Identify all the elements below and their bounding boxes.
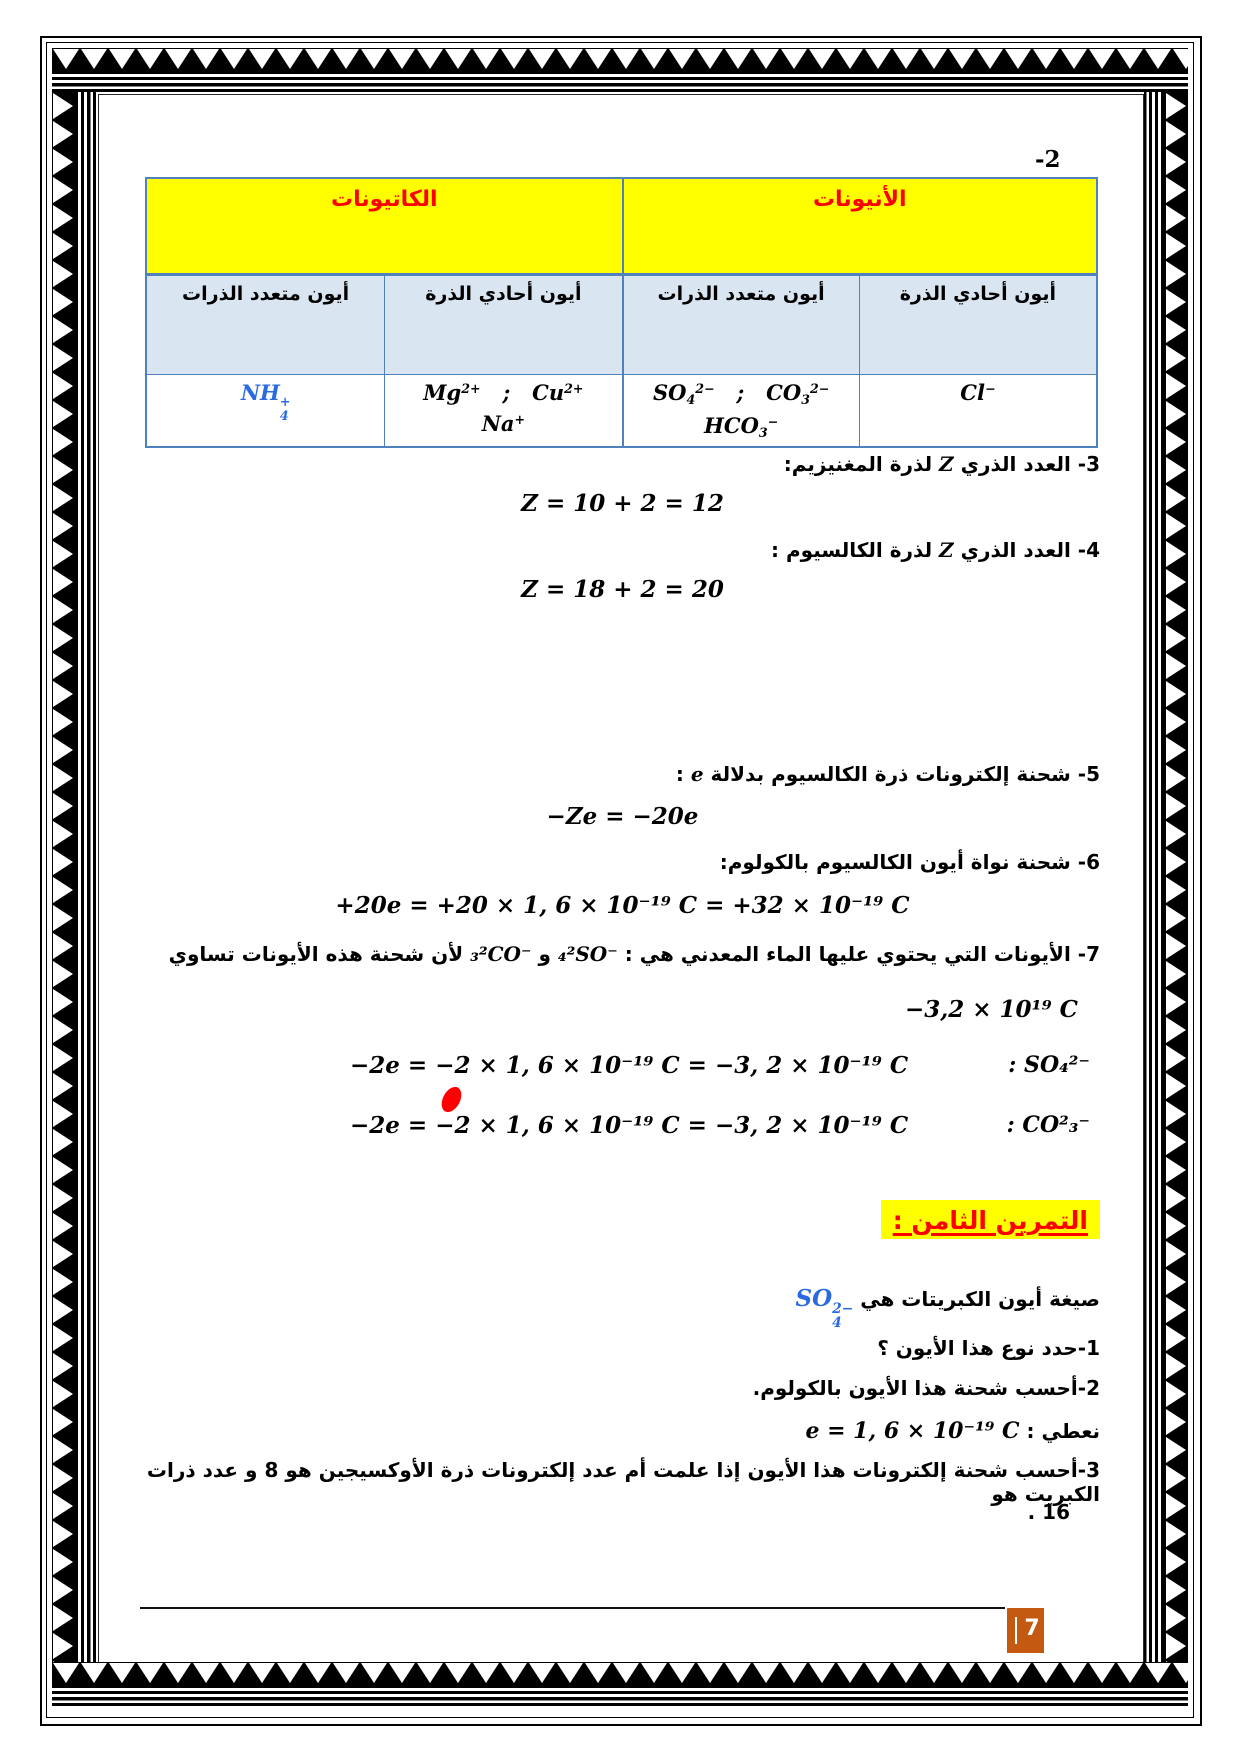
formula-nh4: NH + 4 xyxy=(240,380,291,423)
page-border-bottom xyxy=(52,1662,1188,1706)
item-2-marker: -2 xyxy=(1035,146,1061,173)
item-6-equation: +20e = +20 × 1, 6 × 10⁻¹⁹ C = +32 × 10⁻¹⁹ C xyxy=(335,892,910,919)
item-5-label: 5- شحنة إلكترونات ذرة الكالسيوم بدلالة e : xyxy=(675,762,1100,786)
exercise-given: نعطي : e = 1, 6 × 10⁻¹⁹ C xyxy=(805,1418,1100,1444)
formula-mg-cu: $Mg^{2+}$ ; $Cu^{2+}$ xyxy=(423,380,584,405)
answer-so4-label: : SO₄²⁻ xyxy=(1008,1052,1090,1078)
item-6-label: 6- شحنة نواة أيون الكالسيوم بالكولوم: xyxy=(719,850,1100,874)
item-5-equation: −Ze = −20e xyxy=(546,803,699,830)
ion-table xyxy=(145,177,1098,448)
formula-cl: Cl− xyxy=(960,380,996,405)
exercise-title: التمرين الثامن : xyxy=(881,1200,1100,1239)
anions-title: الأنيونات xyxy=(812,187,907,212)
page-border-top xyxy=(52,48,1188,92)
answer-row-so4 xyxy=(145,1052,1100,1092)
exercise-q1: 1-حدد نوع هذا الأيون ؟ xyxy=(877,1336,1100,1360)
item-3-equation: Z = 10 + 2 = 12 xyxy=(521,490,724,517)
item-3-label: 3- العدد الذري Z لذرة المغنيزيم: xyxy=(783,452,1100,476)
cations-header-cell xyxy=(147,179,622,275)
page-border-right xyxy=(1144,92,1188,1662)
col-header-monatomic-cation: أيون أحادي الذرة xyxy=(384,275,621,374)
cell-mg-cu-na xyxy=(384,374,621,446)
item-7-label: 7- الأيونات التي يحتوي عليها الماء المعدني هي : ₄²SO⁻ و ₃²CO⁻ لأن شحنة هذه الأيونات تساوي xyxy=(168,942,1100,966)
formula-na: Na+ xyxy=(481,411,526,436)
page-border-left xyxy=(52,92,96,1662)
item-4-label: 4- العدد الذري Z لذرة الكالسيوم : xyxy=(771,538,1100,562)
given-equation: e = 1, 6 × 10⁻¹⁹ C xyxy=(805,1418,1020,1444)
page-number: 7 xyxy=(1024,1616,1040,1641)
exercise-q3: 3-أحسب شحنة إلكترونات هذا الأيون إذا علمت أم عدد إلكترونات ذرة الأوكسيجين هو 8 و عدد ذرات الكبريت هو xyxy=(146,1458,1100,1506)
answer-co3-equation: −2e = −2 × 1, 6 × 10⁻¹⁹ C = −3, 2 × 10⁻¹⁹ C xyxy=(350,1112,909,1139)
answer-co3-label: : CO²₃⁻ xyxy=(1006,1112,1090,1138)
answer-so4-equation: −2e = −2 × 1, 6 × 10⁻¹⁹ C = −3, 2 × 10⁻¹⁹ C xyxy=(350,1052,909,1079)
cell-nh4 xyxy=(147,374,384,446)
exercise-q3-tail: 16 . xyxy=(1027,1500,1070,1524)
cell-so4-co3-hco3 xyxy=(622,374,859,446)
exercise-title-wrap xyxy=(145,1200,1100,1239)
page-number-divider xyxy=(1015,1617,1017,1644)
item-7-value: −3,2 × 10¹⁹ C xyxy=(904,996,1078,1023)
item-4-equation: Z = 18 + 2 = 20 xyxy=(521,576,724,603)
answer-row-co3 xyxy=(145,1112,1100,1152)
exercise-q2: 2-أحسب شحنة هذا الأيون بالكولوم. xyxy=(752,1376,1100,1400)
formula-so4-co3: $SO_4^{2-}$ ; $CO_3^{2-}$ xyxy=(652,380,830,407)
col-header-polyatomic-anion: أيون متعدد الذرات xyxy=(622,275,859,374)
page-number-box xyxy=(1007,1608,1044,1653)
exercise-intro: صيغة أيون الكبريتات هي SO 2− 4 xyxy=(795,1285,1100,1332)
formula-hco3: $HCO_3^-$ xyxy=(704,412,779,440)
col-header-monatomic-anion: أيون أحادي الذرة xyxy=(859,275,1096,374)
cations-title: الكاتيونات xyxy=(330,187,438,212)
cell-cl xyxy=(859,374,1096,446)
anions-header-cell xyxy=(622,179,1097,275)
formula-sulfate-blue: SO 2− 4 xyxy=(795,1285,854,1332)
footer-rule xyxy=(140,1607,1005,1609)
col-header-polyatomic-cation: أيون متعدد الذرات xyxy=(147,275,384,374)
